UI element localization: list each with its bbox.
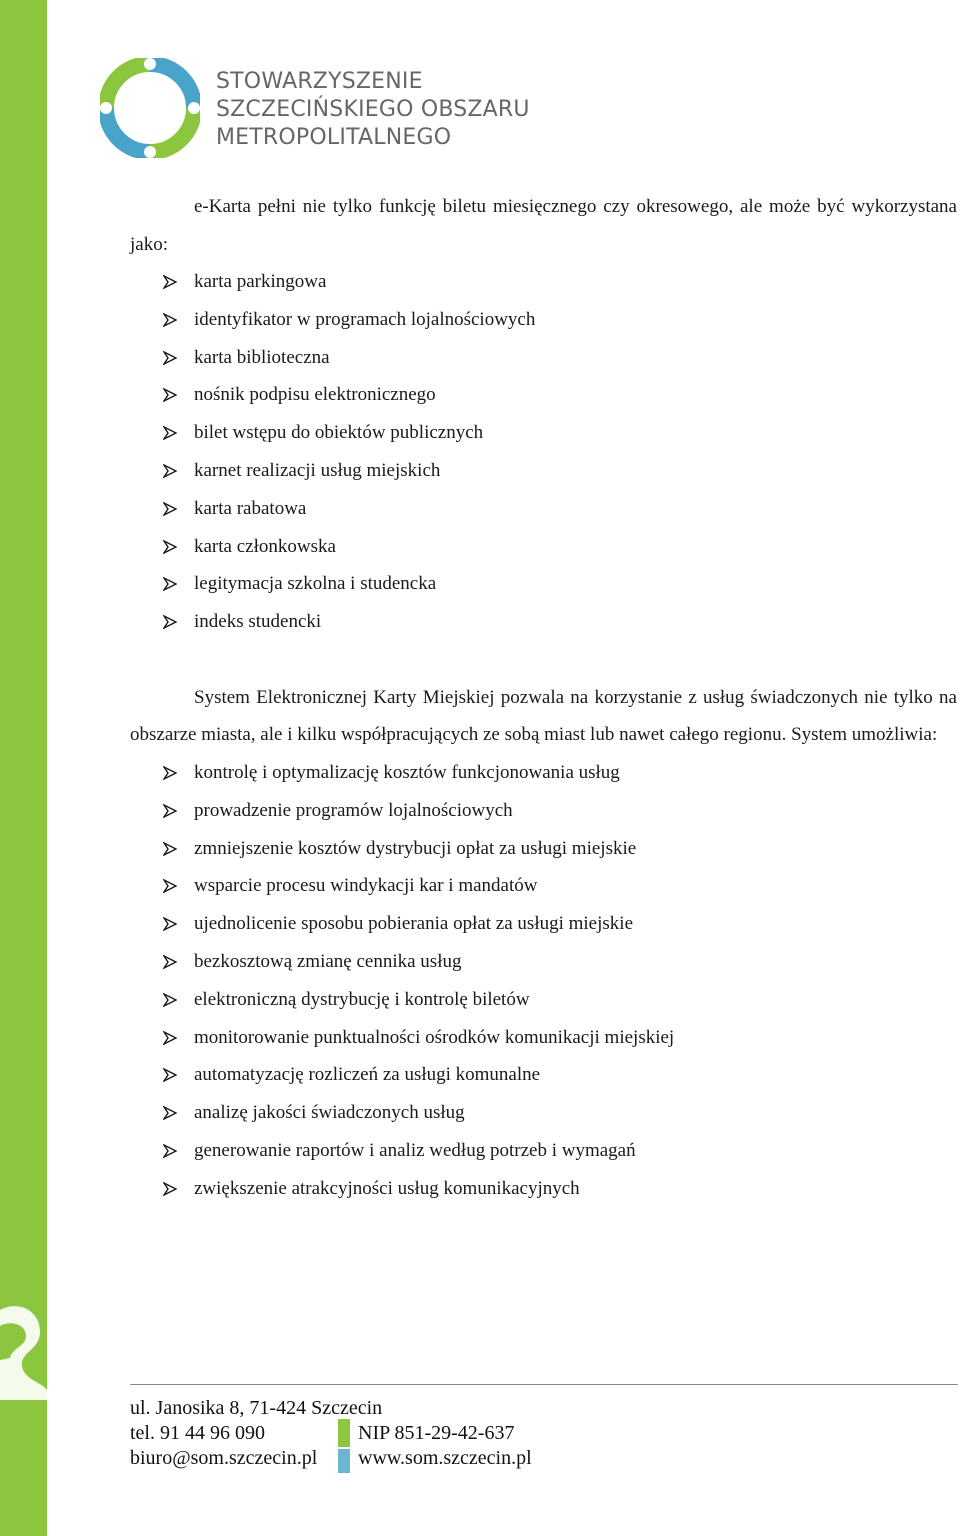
list-item <box>130 339 957 377</box>
list-item <box>130 754 957 792</box>
list-item <box>130 1170 957 1208</box>
list-item-text: legitymacja szkolna i studencka <box>194 573 437 595</box>
list-item-text: prowadzenie programów lojalnościowych <box>194 799 513 821</box>
list-item-text: karnet realizacji usług miejskich <box>194 459 441 481</box>
system-paragraph: System Elektronicznej Karty Miejskiej pozwala na korzystanie z usług świadczonych nie tylko na obszarze miasta, ale i kilku współpracujących ze sobą miast lub nawet całego regionu. System umożliwia: <box>130 686 957 746</box>
list-item <box>130 981 957 1019</box>
arrowhead-bullet-icon <box>163 1106 177 1120</box>
list-item-text: ujednolicenie sposobu pobierania opłat za usługi miejskie <box>194 913 634 935</box>
list-item-text: zwiększenie atrakcyjności usług komunikacyjnych <box>194 1177 580 1199</box>
list-item-text: identyfikator w programach lojalnościowych <box>194 308 536 330</box>
list-item-text: wsparcie procesu windykacji kar i mandatów <box>194 875 538 897</box>
document-body <box>130 188 957 1208</box>
footer-phone: tel. 91 44 96 090 <box>130 1422 265 1444</box>
arrowhead-bullet-icon <box>163 1144 177 1158</box>
arrowhead-bullet-icon <box>163 955 177 969</box>
list-item <box>130 603 957 641</box>
list-item-text: monitorowanie punktualności ośrodków komunikacji miejskiej <box>194 1026 675 1048</box>
list-item-text: analizę jakości świadczonych usług <box>194 1102 465 1124</box>
arrowhead-bullet-icon <box>163 842 177 856</box>
list-item <box>130 452 957 490</box>
footer-divider <box>130 1384 958 1385</box>
logo-line-1: STOWARZYSZENIE <box>216 69 423 94</box>
list-item <box>130 1132 957 1170</box>
arrowhead-bullet-icon <box>163 388 177 402</box>
list-item-text: zmniejszenie kosztów dystrybucji opłat za usługi miejskie <box>194 837 637 859</box>
list-item <box>130 867 957 905</box>
arrowhead-bullet-icon <box>163 275 177 289</box>
list-item-text: automatyzację rozliczeń za usługi komunalne <box>194 1064 541 1086</box>
arrowhead-bullet-icon <box>163 917 177 931</box>
list-item <box>130 1056 957 1094</box>
list-item <box>130 830 957 868</box>
list-item-text: bezkosztową zmianę cennika usług <box>194 950 462 972</box>
list-item <box>130 301 957 339</box>
list-item <box>130 1094 957 1132</box>
logo-text <box>216 68 530 152</box>
arrowhead-bullet-icon <box>163 502 177 516</box>
logo-line-2: SZCZECIŃSKIEGO OBSZARU <box>216 97 530 122</box>
capabilities-list <box>130 754 957 1208</box>
footer-website[interactable]: www.som.szczecin.pl <box>358 1447 532 1469</box>
arrowhead-bullet-icon <box>163 615 177 629</box>
list-item-text: kontrolę i optymalizację kosztów funkcjonowania usług <box>194 761 620 783</box>
list-item <box>130 376 957 414</box>
footer <box>130 1396 532 1471</box>
footer-email[interactable]: biuro@som.szczecin.pl <box>130 1447 318 1469</box>
list-item-text: bilet wstępu do obiektów publicznych <box>194 422 484 444</box>
list-item-text: karta biblioteczna <box>194 346 330 368</box>
arrowhead-bullet-icon <box>163 993 177 1007</box>
list-item-text: indeks studencki <box>194 611 322 633</box>
arrowhead-bullet-icon <box>163 766 177 780</box>
arrowhead-bullet-icon <box>163 1031 177 1045</box>
arrowhead-bullet-icon <box>163 879 177 893</box>
list-item <box>130 414 957 452</box>
arrowhead-bullet-icon <box>163 1182 177 1196</box>
arrowhead-bullet-icon <box>163 804 177 818</box>
list-item <box>130 792 957 830</box>
uses-list <box>130 263 957 641</box>
list-item-text: elektroniczną dystrybucję i kontrolę biletów <box>194 988 530 1010</box>
list-item-text: karta członkowska <box>194 535 336 557</box>
list-item-text: karta parkingowa <box>194 271 327 292</box>
list-item <box>130 1019 957 1057</box>
arrowhead-bullet-icon <box>163 1068 177 1082</box>
list-item-text: karta rabatowa <box>194 497 307 519</box>
list-item <box>130 490 957 528</box>
arrowhead-bullet-icon <box>163 313 177 327</box>
footer-nip: NIP 851-29-42-637 <box>358 1422 515 1444</box>
list-item <box>130 565 957 603</box>
footer-address: ul. Janosika 8, 71-424 Szczecin <box>130 1397 383 1419</box>
logo-line-3: METROPOLITALNEGO <box>216 125 452 150</box>
arrowhead-bullet-icon <box>163 577 177 591</box>
list-item <box>130 263 957 301</box>
list-item-text: generowanie raportów i analiz według potrzeb i wymagań <box>194 1139 636 1161</box>
logo-ring-icon <box>100 58 200 158</box>
logo <box>100 58 530 168</box>
list-item <box>130 528 957 566</box>
arrowhead-bullet-icon <box>163 464 177 478</box>
arrowhead-bullet-icon <box>163 351 177 365</box>
puzzle-decoration-icon <box>0 1290 47 1400</box>
arrowhead-bullet-icon <box>163 540 177 554</box>
intro-paragraph: e-Karta pełni nie tylko funkcję biletu miesięcznego czy okresowego, ale może być wykorzystana jako: <box>130 196 957 255</box>
list-item <box>130 943 957 981</box>
arrowhead-bullet-icon <box>163 426 177 440</box>
list-item <box>130 905 957 943</box>
list-item-text: nośnik podpisu elektronicznego <box>194 384 436 406</box>
